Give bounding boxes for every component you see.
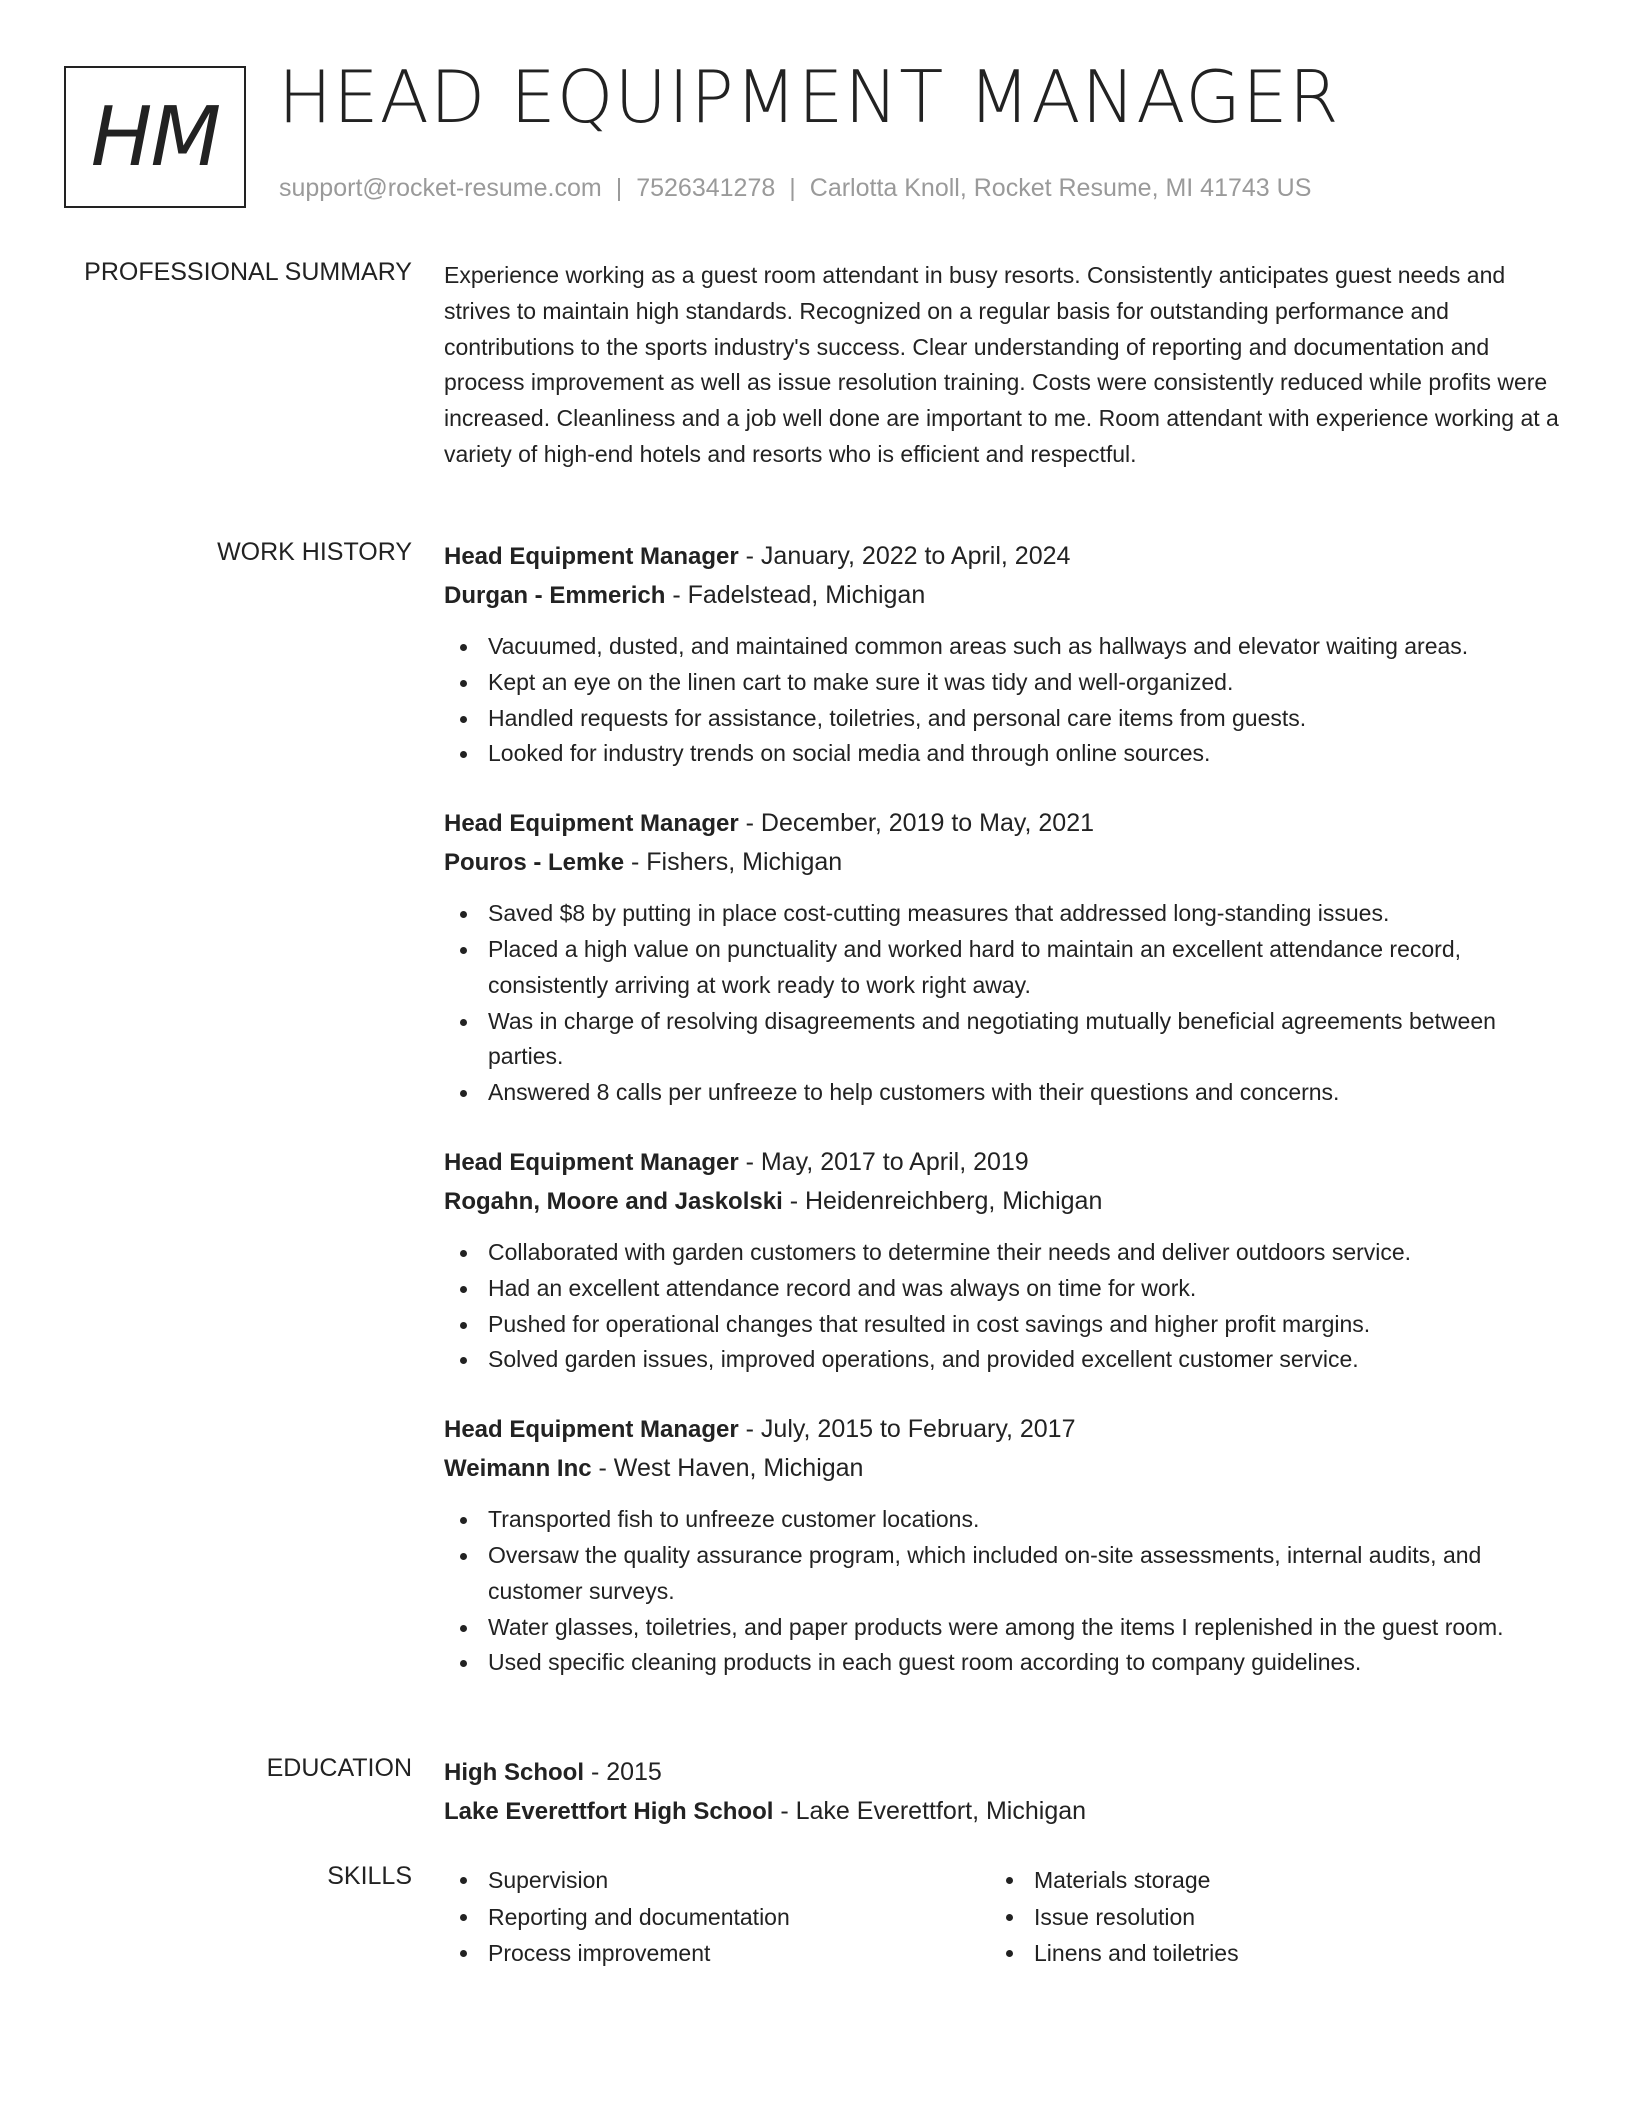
education-degree: High School [444,1759,584,1786]
skill-item: Supervision [444,1862,990,1899]
contact-address: Carlotta Knoll, Rocket Resume, MI 41743 US [809,174,1312,202]
skills-columns [444,1862,1564,1972]
job-title: Head Equipment Manager [444,543,739,570]
job-location: - Heidenreichberg, Michigan [782,1186,1103,1215]
job-bullets [444,1235,1564,1378]
education-school: Lake Everettfort High School [444,1798,774,1825]
job-entry [444,1143,1564,1378]
job-company-line [444,576,1564,615]
skill-item: Linens and toiletries [990,1935,1536,1972]
job-company: Pouros - Lemke [444,849,625,877]
job-bullets [444,896,1564,1111]
job-bullet: Solved garden issues, improved operations, and provided excellent customer service. [444,1342,1564,1378]
section-label-education: EDUCATION [266,1754,412,1782]
skill-item: Materials storage [990,1862,1536,1899]
resume-title: HEAD EQUIPMENT MANAGER [278,55,1340,139]
job-company: Weimann Inc [444,1455,592,1483]
job-entry [444,804,1564,1111]
job-bullet: Transported fish to unfreeze customer locations. [444,1502,1564,1538]
work-history-body [444,537,1564,1681]
job-bullet: Collaborated with garden customers to determine their needs and deliver outdoors service. [444,1235,1564,1271]
education-year: - 2015 [584,1758,662,1786]
job-title: Head Equipment Manager [444,810,739,838]
job-company-line [444,1449,1564,1488]
skills-body [444,1862,1564,1972]
job-title: Head Equipment Manager [444,1416,739,1444]
job-company: Rogahn, Moore and Jaskolski [444,1187,783,1215]
skill-item: Issue resolution [990,1899,1536,1936]
education-degree-line [444,1753,1564,1792]
job-bullets [444,1502,1564,1681]
job-bullet: Water glasses, toiletries, and paper products were among the items I replenished in the guest room. [444,1610,1564,1646]
summary-body [444,258,1564,473]
job-bullet: Was in charge of resolving disagreements and negotiating mutually beneficial agreements between parties. [444,1004,1564,1076]
job-title-line [444,804,1564,843]
section-label-skills: SKILLS [327,1862,412,1890]
education-location: - Lake Everettfort, Michigan [773,1797,1087,1825]
job-location: - West Haven, Michigan [591,1454,864,1483]
job-bullets [444,629,1564,772]
job-dates: - December, 2019 to May, 2021 [738,809,1095,838]
contact-separator: | [789,174,796,202]
skill-item: Process improvement [444,1935,990,1972]
job-location: - Fishers, Michigan [624,848,843,877]
skills-column-1 [444,1862,990,1972]
job-bullet: Saved $8 by putting in place cost-cutting measures that addressed long-standing issues. [444,896,1564,932]
contact-phone[interactable]: 7526341278 [636,174,776,202]
monogram-logo: HM [64,66,246,208]
job-bullet: Pushed for operational changes that resulted in cost savings and higher profit margins. [444,1307,1564,1343]
education-school-line [444,1792,1564,1831]
job-company-line [444,1182,1564,1221]
contact-line [279,174,1311,203]
job-entry [444,537,1564,772]
job-entry [444,1410,1564,1681]
job-dates: - July, 2015 to February, 2017 [738,1415,1076,1444]
skill-item: Reporting and documentation [444,1899,990,1936]
job-bullet: Handled requests for assistance, toiletries, and personal care items from guests. [444,701,1564,737]
job-company-line [444,843,1564,882]
skills-column-2 [990,1862,1536,1972]
section-label-summary: PROFESSIONAL SUMMARY [84,258,412,286]
job-bullet: Used specific cleaning products in each guest room according to company guidelines. [444,1645,1564,1681]
job-bullet: Had an excellent attendance record and was always on time for work. [444,1271,1564,1307]
job-location: - Fadelstead, Michigan [665,581,926,609]
job-dates: - January, 2022 to April, 2024 [738,542,1071,570]
education-body [444,1753,1564,1831]
section-label-work-history: WORK HISTORY [217,538,412,566]
job-company: Durgan - Emmerich [444,582,666,609]
job-bullet: Oversaw the quality assurance program, which included on-site assessments, internal audits, and customer surveys. [444,1538,1564,1610]
job-bullet: Vacuumed, dusted, and maintained common areas such as hallways and elevator waiting areas. [444,629,1564,665]
job-title-line [444,1143,1564,1182]
contact-email[interactable]: support@rocket-resume.com [279,174,602,202]
job-title-line [444,1410,1564,1449]
job-dates: - May, 2017 to April, 2019 [738,1147,1029,1176]
job-bullet: Placed a high value on punctuality and worked hard to maintain an excellent attendance record, consistently arriving at work ready to work right away. [444,932,1564,1004]
job-bullet: Answered 8 calls per unfreeze to help customers with their questions and concerns. [444,1075,1564,1111]
job-bullet: Kept an eye on the linen cart to make sure it was tidy and well-organized. [444,665,1564,701]
contact-separator: | [615,174,623,202]
job-bullet: Looked for industry trends on social media and through online sources. [444,736,1564,772]
job-title-line [444,537,1564,576]
summary-text: Experience working as a guest room attendant in busy resorts. Consistently anticipates guest needs and strives to maintain high standards. Recognized on a regular basis for outstanding performance and contributions to the sports industry's success. Clear understanding of reporting and documentation and process improvement as well as issue resolution training. Costs were consistently reduced while profits were increased. Cleanliness and a job well done are important to me. Room attendant with experience working at a variety of high-end hotels and resorts who is efficient and respectful. [444,262,1559,467]
job-title: Head Equipment Manager [444,1148,739,1176]
